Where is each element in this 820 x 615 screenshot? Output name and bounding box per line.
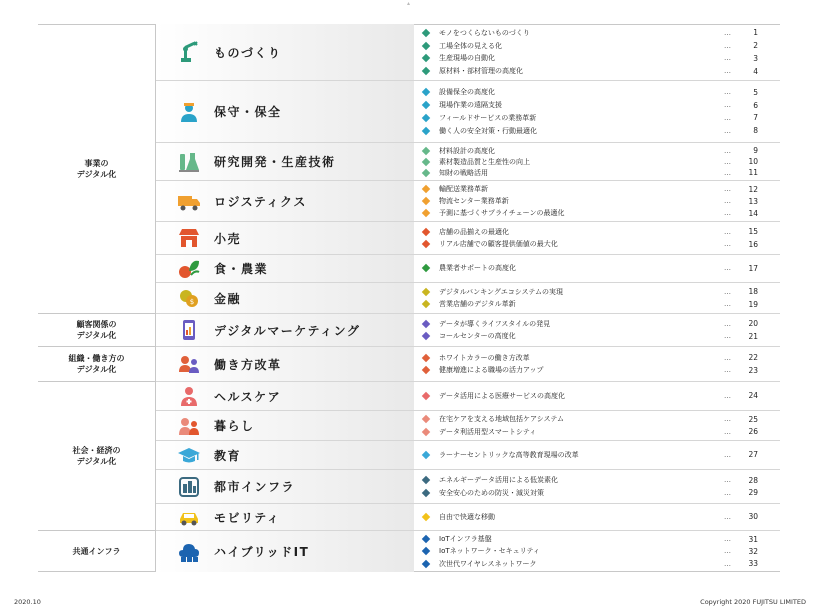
item-number: 26 bbox=[748, 427, 758, 437]
list-item bbox=[414, 145, 780, 156]
leader-dots: … bbox=[724, 300, 732, 309]
leader-dots: … bbox=[724, 185, 732, 193]
item-text: 物流センター業務革新 bbox=[439, 197, 509, 205]
item-number: 9 bbox=[753, 146, 758, 155]
item-text: 工場全体の見える化 bbox=[439, 41, 502, 50]
item-text: 安全安心のための防災・減災対策 bbox=[439, 488, 544, 497]
item-group bbox=[414, 347, 780, 382]
category-label: 都市インフラ bbox=[214, 480, 296, 494]
group-business: 事業の デジタル化 bbox=[38, 24, 156, 314]
leader-dots: … bbox=[724, 319, 732, 328]
diamond-bullet-icon bbox=[422, 451, 430, 459]
leader-dots: … bbox=[724, 353, 732, 362]
category-label: ヘルスケア bbox=[214, 389, 282, 404]
list-item bbox=[414, 262, 780, 275]
category-label: 働き方改革 bbox=[214, 357, 282, 372]
category-label: 金融 bbox=[214, 291, 242, 306]
item-text: リアル店舗での顧客提供価値の最大化 bbox=[439, 240, 558, 249]
item-text: デジタルバンキングエコシステムの実現 bbox=[439, 287, 564, 296]
leader-dots: … bbox=[724, 547, 732, 556]
list-item bbox=[414, 207, 780, 219]
diamond-bullet-icon bbox=[422, 300, 430, 308]
item-number: 5 bbox=[753, 87, 758, 97]
leader-dots: … bbox=[724, 54, 732, 63]
category-label: ロジスティクス bbox=[214, 194, 307, 209]
list-item bbox=[414, 390, 780, 403]
category-row bbox=[156, 441, 414, 470]
diamond-bullet-icon bbox=[422, 560, 430, 568]
diamond-bullet-icon bbox=[422, 353, 430, 361]
item-group bbox=[414, 411, 780, 441]
diamond-bullet-icon bbox=[422, 88, 430, 96]
list-item bbox=[414, 474, 780, 487]
item-group bbox=[414, 143, 780, 181]
item-number: 4 bbox=[753, 66, 758, 76]
diamond-bullet-icon bbox=[422, 287, 430, 295]
diamond-bullet-icon bbox=[422, 366, 430, 374]
item-text: 自由で快適な移動 bbox=[439, 512, 495, 521]
diamond-bullet-icon bbox=[422, 126, 430, 134]
item-number: 31 bbox=[748, 534, 758, 544]
group-column bbox=[38, 24, 156, 572]
diamond-bullet-icon bbox=[422, 197, 430, 205]
category-label: 小売 bbox=[214, 231, 242, 246]
diamond-bullet-icon bbox=[422, 547, 430, 555]
diamond-bullet-icon bbox=[422, 209, 430, 217]
item-text: モノをつくらないものづくり bbox=[439, 28, 530, 37]
list-item bbox=[414, 545, 780, 557]
item-number: 23 bbox=[748, 365, 758, 375]
item-text: 輸配送業務革新 bbox=[439, 185, 488, 193]
leader-dots: … bbox=[724, 512, 732, 521]
item-number: 13 bbox=[748, 196, 758, 206]
item-group bbox=[414, 222, 780, 255]
list-item bbox=[414, 195, 780, 207]
leader-dots: … bbox=[724, 101, 732, 110]
diamond-bullet-icon bbox=[422, 54, 430, 62]
list-item bbox=[414, 449, 780, 462]
item-text: 農業者サポートの高度化 bbox=[439, 264, 516, 273]
leader-dots: … bbox=[724, 157, 732, 166]
item-text: 現場作業の遠隔支援 bbox=[439, 101, 502, 110]
category-row bbox=[156, 255, 414, 283]
item-text: 店舗の品揃えの最適化 bbox=[439, 227, 509, 236]
list-item bbox=[414, 26, 780, 39]
diamond-bullet-icon bbox=[422, 227, 430, 235]
item-text: 営業店舗のデジタル革新 bbox=[439, 300, 516, 309]
group-society: 社会・経済の デジタル化 bbox=[38, 382, 156, 531]
item-text: 働く人の安全対策・行動最適化 bbox=[439, 126, 537, 135]
leader-dots: … bbox=[724, 88, 732, 97]
mobile-marketing-icon bbox=[176, 317, 202, 343]
hybrid-cloud-server-icon bbox=[176, 539, 202, 565]
diamond-bullet-icon bbox=[422, 489, 430, 497]
leader-dots: … bbox=[724, 240, 732, 249]
leader-dots: … bbox=[724, 366, 732, 375]
diamond-bullet-icon bbox=[422, 67, 430, 75]
category-row bbox=[156, 382, 414, 411]
group-customer: 顧客関係の デジタル化 bbox=[38, 314, 156, 347]
list-item bbox=[414, 330, 780, 343]
item-number: 7 bbox=[753, 113, 758, 123]
category-row bbox=[156, 24, 414, 81]
item-number: 21 bbox=[748, 331, 758, 341]
diamond-bullet-icon bbox=[422, 264, 430, 272]
storefront-icon bbox=[176, 225, 202, 251]
list-item bbox=[414, 124, 780, 137]
group-infra: 共通インフラ bbox=[38, 531, 156, 572]
category-row bbox=[156, 283, 414, 314]
category-label: 研究開発・生産技術 bbox=[214, 155, 336, 169]
category-row bbox=[156, 181, 414, 222]
item-number: 1 bbox=[753, 28, 758, 38]
list-item bbox=[414, 364, 780, 377]
item-group bbox=[414, 504, 780, 531]
category-row bbox=[156, 143, 414, 181]
item-number: 32 bbox=[748, 546, 758, 556]
item-group bbox=[414, 470, 780, 504]
item-number: 20 bbox=[748, 319, 758, 329]
items-column bbox=[414, 24, 780, 572]
category-row bbox=[156, 347, 414, 382]
list-item bbox=[414, 39, 780, 52]
item-number: 19 bbox=[748, 299, 758, 309]
list-item bbox=[414, 298, 780, 311]
item-number: 11 bbox=[748, 168, 758, 177]
category-label: ものづくり bbox=[214, 45, 282, 60]
item-group bbox=[414, 531, 780, 572]
leader-dots: … bbox=[724, 41, 732, 50]
item-number: 27 bbox=[748, 450, 758, 460]
item-group bbox=[414, 283, 780, 314]
top-marker: ▴ bbox=[407, 0, 411, 7]
list-item bbox=[414, 225, 780, 238]
leader-dots: … bbox=[724, 559, 732, 568]
item-text: 材料設計の高度化 bbox=[439, 146, 495, 155]
item-group bbox=[414, 441, 780, 470]
item-group bbox=[414, 382, 780, 411]
category-label: ハイブリッドIT bbox=[214, 545, 310, 559]
category-label: 暮らし bbox=[214, 419, 255, 433]
list-item bbox=[414, 511, 780, 524]
leader-dots: … bbox=[724, 535, 732, 544]
leader-dots: … bbox=[724, 264, 732, 273]
robot-arm-icon bbox=[176, 39, 202, 65]
item-number: 18 bbox=[748, 287, 758, 297]
list-item bbox=[414, 426, 780, 439]
item-number: 14 bbox=[748, 208, 758, 218]
category-label: モビリティ bbox=[214, 510, 281, 525]
item-text: データ活用による医療サービスの高度化 bbox=[439, 391, 565, 400]
footer-date: 2020.10 bbox=[14, 598, 41, 606]
leader-dots: … bbox=[724, 209, 732, 217]
diamond-bullet-icon bbox=[422, 319, 430, 327]
item-text: フィールドサービスの業務革新 bbox=[439, 113, 537, 122]
item-text: エネルギーデータ活用による低炭素化 bbox=[439, 476, 558, 485]
list-item bbox=[414, 167, 780, 178]
item-group bbox=[414, 255, 780, 283]
lab-flask-icon bbox=[176, 149, 202, 175]
category-label: 教育 bbox=[214, 448, 242, 463]
doctor-icon bbox=[176, 383, 202, 409]
item-group bbox=[414, 314, 780, 347]
list-item bbox=[414, 86, 780, 99]
leader-dots: … bbox=[724, 168, 732, 177]
item-number: 17 bbox=[748, 263, 758, 273]
diamond-bullet-icon bbox=[422, 29, 430, 37]
diamond-bullet-icon bbox=[422, 392, 430, 400]
family-icon bbox=[176, 413, 202, 439]
svg-text:$: $ bbox=[189, 298, 195, 306]
workstyle-people-icon bbox=[176, 351, 202, 377]
item-text: ラーナーセントリックな高等教育現場の改革 bbox=[439, 450, 579, 459]
city-infrastructure-icon bbox=[176, 474, 202, 500]
diamond-bullet-icon bbox=[422, 535, 430, 543]
footer-copyright: Copyright 2020 FUJITSU LIMITED bbox=[700, 598, 806, 606]
item-text: 知財の戦略活用 bbox=[439, 168, 488, 177]
leader-dots: … bbox=[724, 391, 732, 400]
list-item bbox=[414, 183, 780, 195]
item-number: 24 bbox=[748, 391, 758, 401]
item-number: 3 bbox=[753, 53, 758, 63]
leader-dots: … bbox=[724, 287, 732, 296]
item-text: データ利活用型スマートシティ bbox=[439, 427, 537, 436]
diamond-bullet-icon bbox=[422, 101, 430, 109]
diamond-bullet-icon bbox=[422, 240, 430, 248]
leader-dots: … bbox=[724, 450, 732, 459]
delivery-truck-icon bbox=[176, 188, 202, 214]
list-item bbox=[414, 558, 780, 570]
item-text: 生産現場の自動化 bbox=[439, 54, 495, 63]
diamond-bullet-icon bbox=[422, 513, 430, 521]
leader-dots: … bbox=[724, 332, 732, 341]
group-workstyle: 組織・働き方の デジタル化 bbox=[38, 347, 156, 382]
category-row bbox=[156, 504, 414, 531]
car-icon bbox=[176, 504, 202, 530]
item-group bbox=[414, 81, 780, 143]
leader-dots: … bbox=[724, 28, 732, 37]
list-item bbox=[414, 52, 780, 65]
category-label: 食・農業 bbox=[214, 262, 269, 276]
item-number: 6 bbox=[753, 100, 758, 110]
list-item bbox=[414, 156, 780, 167]
category-row bbox=[156, 81, 414, 143]
diamond-bullet-icon bbox=[422, 157, 430, 165]
item-number: 16 bbox=[748, 239, 758, 249]
item-text: 素材製造品質と生産性の向上 bbox=[439, 157, 530, 166]
item-text: ホワイトカラーの働き方改革 bbox=[439, 353, 530, 362]
item-number: 10 bbox=[748, 157, 758, 166]
item-text: 次世代ワイヤレスネットワーク bbox=[439, 559, 537, 568]
diamond-bullet-icon bbox=[422, 185, 430, 193]
category-column bbox=[156, 24, 414, 572]
category-row bbox=[156, 222, 414, 255]
item-number: 33 bbox=[748, 559, 758, 569]
leader-dots: … bbox=[724, 488, 732, 497]
list-item bbox=[414, 533, 780, 545]
item-text: 在宅ケアを支える地域包括ケアシステム bbox=[439, 415, 565, 424]
diamond-bullet-icon bbox=[422, 168, 430, 176]
list-item bbox=[414, 285, 780, 298]
item-number: 30 bbox=[748, 512, 758, 522]
leader-dots: … bbox=[724, 227, 732, 236]
item-text: データが導くライフスタイルの発見 bbox=[439, 319, 551, 328]
list-item bbox=[414, 99, 780, 112]
category-row bbox=[156, 531, 414, 572]
diamond-bullet-icon bbox=[422, 41, 430, 49]
diamond-bullet-icon bbox=[422, 332, 430, 340]
list-item bbox=[414, 351, 780, 364]
item-number: 12 bbox=[748, 184, 758, 194]
leader-dots: … bbox=[724, 67, 732, 76]
item-number: 25 bbox=[748, 414, 758, 424]
item-group bbox=[414, 24, 780, 81]
leader-dots: … bbox=[724, 146, 732, 155]
item-number: 29 bbox=[748, 488, 758, 498]
item-text: 原材料・部材管理の高度化 bbox=[439, 67, 523, 76]
diamond-bullet-icon bbox=[422, 415, 430, 423]
category-row bbox=[156, 470, 414, 504]
item-number: 28 bbox=[748, 475, 758, 485]
leader-dots: … bbox=[724, 415, 732, 424]
list-item bbox=[414, 238, 780, 251]
item-text: IoTネットワーク・セキュリティ bbox=[439, 547, 540, 556]
graduation-cap-icon bbox=[176, 442, 202, 468]
category-label: デジタルマーケティング bbox=[214, 323, 361, 338]
category-row bbox=[156, 411, 414, 441]
category-label: 保守・保全 bbox=[214, 105, 282, 119]
diamond-bullet-icon bbox=[422, 428, 430, 436]
item-text: 設備保全の高度化 bbox=[439, 88, 495, 97]
list-item bbox=[414, 487, 780, 500]
leader-dots: … bbox=[724, 113, 732, 122]
item-text: IoTインフラ基盤 bbox=[439, 535, 492, 544]
coins-icon bbox=[176, 285, 202, 311]
item-text: 健康増進による職場の活力アップ bbox=[439, 366, 544, 375]
diamond-bullet-icon bbox=[422, 114, 430, 122]
list-item bbox=[414, 413, 780, 426]
list-item bbox=[414, 65, 780, 78]
leader-dots: … bbox=[724, 126, 732, 135]
maintenance-worker-icon bbox=[176, 99, 202, 125]
item-number: 22 bbox=[748, 353, 758, 363]
leader-dots: … bbox=[724, 476, 732, 485]
list-item bbox=[414, 112, 780, 125]
item-number: 2 bbox=[753, 41, 758, 51]
item-number: 8 bbox=[753, 126, 758, 136]
diamond-bullet-icon bbox=[422, 146, 430, 154]
leader-dots: … bbox=[724, 197, 732, 205]
item-text: コールセンターの高度化 bbox=[439, 332, 516, 341]
item-number: 15 bbox=[748, 227, 758, 237]
leader-dots: … bbox=[724, 427, 732, 436]
item-text: 予測に基づくサプライチェーンの最適化 bbox=[439, 209, 565, 217]
category-row bbox=[156, 314, 414, 347]
list-item bbox=[414, 317, 780, 330]
item-group bbox=[414, 181, 780, 222]
crop-leaf-icon bbox=[176, 256, 202, 282]
diamond-bullet-icon bbox=[422, 476, 430, 484]
